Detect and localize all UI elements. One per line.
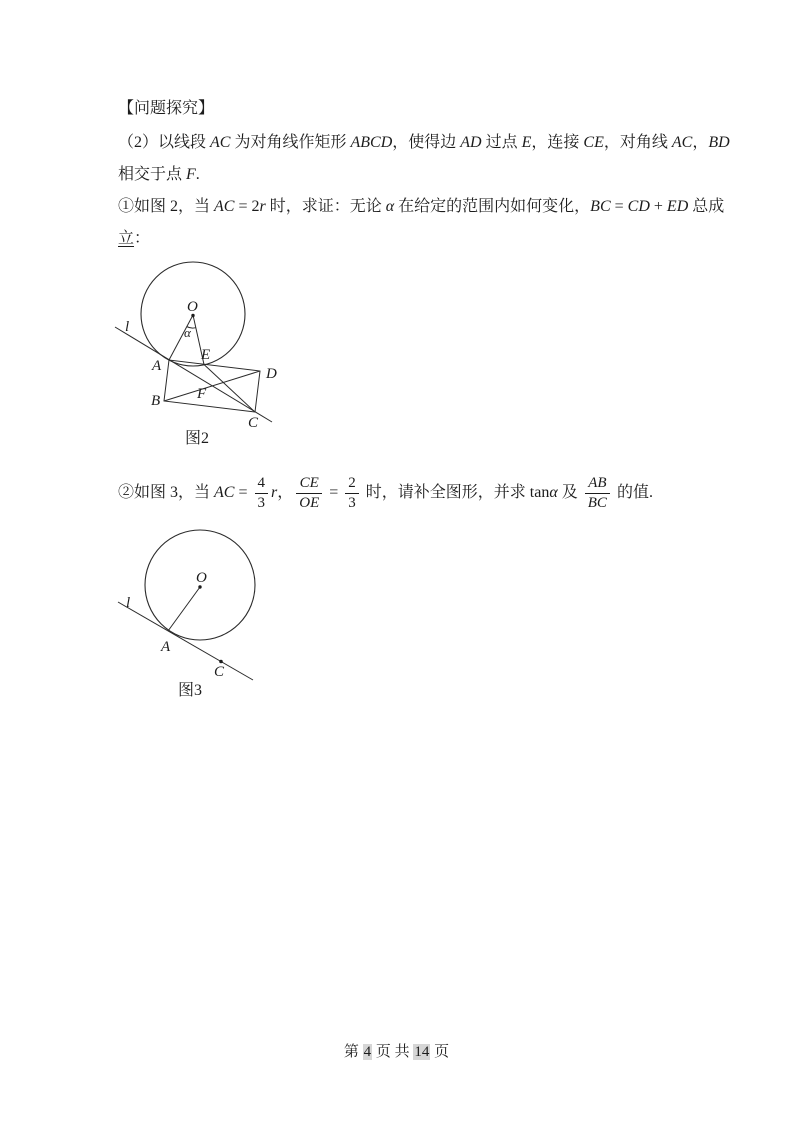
fraction-numerator: AB xyxy=(588,474,607,491)
fraction-numerator: 4 xyxy=(257,474,265,491)
figure-2-diagram xyxy=(100,250,300,455)
math-var-r: r xyxy=(271,484,278,501)
text-run: 过点 xyxy=(481,134,522,151)
text-run: （2）以线段 xyxy=(118,134,211,151)
diagonal-bd xyxy=(164,371,260,401)
fraction-denominator: BC xyxy=(585,493,610,511)
paragraph-2-line-2 xyxy=(118,164,200,186)
figure-2-caption: 图2 xyxy=(184,430,210,447)
radius-oa xyxy=(168,587,200,631)
footer-text: 页 xyxy=(430,1044,450,1060)
text-run: ①如图 2，当 xyxy=(118,198,215,215)
fraction-denominator: 3 xyxy=(345,493,359,511)
math-var-ac: AC xyxy=(214,484,235,501)
section-title xyxy=(118,98,214,120)
text-run: 时，请补全图形，并求 xyxy=(361,484,530,501)
label-f: F xyxy=(197,386,207,402)
math-var-ad: AD xyxy=(460,134,482,151)
figure-3-diagram xyxy=(100,520,270,710)
math-var-cd: CD xyxy=(627,198,650,215)
label-e: E xyxy=(201,347,211,363)
math-var-ac2: AC xyxy=(671,134,693,151)
label-c: C xyxy=(248,415,259,431)
text-run: 相交于点 xyxy=(118,166,187,183)
page-number-field: 4 xyxy=(363,1044,372,1060)
fraction-ce-oe xyxy=(296,476,322,511)
text-run: 及 xyxy=(557,484,582,501)
math-var-f: F xyxy=(186,166,196,183)
figure-3-caption: 图3 xyxy=(177,682,203,699)
math-var-alpha: α xyxy=(549,484,558,501)
label-l: l xyxy=(125,319,130,335)
math-var-ed: ED xyxy=(666,198,689,215)
label-o: O xyxy=(187,299,198,315)
paragraph-circle1-line-2 xyxy=(118,228,150,250)
fraction-numerator: 2 xyxy=(348,474,356,491)
paragraph-2-line-1 xyxy=(118,132,730,154)
fraction-4-3 xyxy=(255,476,269,511)
fraction-ab-bc xyxy=(585,476,610,511)
math-var-ac: AC xyxy=(210,134,231,151)
fraction-2-3 xyxy=(345,476,359,511)
math-var-ac: AC xyxy=(214,198,235,215)
label-l: l xyxy=(126,595,131,611)
label-alpha: α xyxy=(184,325,191,340)
math-op: = xyxy=(610,198,628,215)
label-o: O xyxy=(196,570,207,586)
label-d: D xyxy=(266,366,277,382)
total-pages-field: 14 xyxy=(414,1044,430,1060)
math-var-e: E xyxy=(521,134,532,151)
fraction-denominator: 3 xyxy=(255,493,269,511)
math-var-alpha: α xyxy=(385,198,395,215)
math-var-bc: BC xyxy=(590,198,611,215)
footer-text: 第 xyxy=(343,1044,363,1060)
label-c: C xyxy=(214,664,225,680)
point-c-dot xyxy=(219,660,223,664)
label-a: A xyxy=(152,358,162,374)
math-op: + xyxy=(649,198,667,215)
text-run: ，对角线 xyxy=(603,134,672,151)
math-var-r: r xyxy=(259,198,266,215)
text-run: 在给定的范围内如何变化， xyxy=(394,198,591,215)
text-run: ， xyxy=(692,134,709,151)
label-a: A xyxy=(161,639,171,655)
segment-ce xyxy=(204,365,255,413)
paragraph-circle1-line-1 xyxy=(118,196,724,218)
math-var-bd: BD xyxy=(708,134,730,151)
text-run: ②如图 3，当 xyxy=(118,484,215,501)
text-run: 的值. xyxy=(612,484,653,501)
math-var-ce: CE xyxy=(583,134,604,151)
label-b: B xyxy=(151,393,161,409)
math-op: = xyxy=(325,484,343,501)
underlined-char: 立 xyxy=(118,230,135,247)
text-run: ，连接 xyxy=(531,134,584,151)
paragraph-circle2-line xyxy=(118,470,653,516)
math-op: = xyxy=(234,484,252,501)
tangent-line-l xyxy=(118,602,253,680)
text-run: 时，求证：无论 xyxy=(265,198,386,215)
text-run: ，使得边 xyxy=(392,134,461,151)
math-fn-tan: tan xyxy=(529,484,550,501)
footer-text: 页 共 xyxy=(372,1044,414,1060)
section-title-text: 【问题探究】 xyxy=(118,100,215,117)
text-run: 为对角线作矩形 xyxy=(230,134,351,151)
math-op: = 2 xyxy=(234,198,260,215)
math-var-abcd: ABCD xyxy=(350,134,393,151)
fraction-numerator: CE xyxy=(299,474,319,491)
text-run: 总成 xyxy=(688,198,725,215)
fraction-denominator: OE xyxy=(296,493,322,511)
text-run: ， xyxy=(277,484,294,501)
text-run: ： xyxy=(134,230,151,247)
text-run: . xyxy=(195,166,200,183)
page-footer xyxy=(0,1040,793,1061)
